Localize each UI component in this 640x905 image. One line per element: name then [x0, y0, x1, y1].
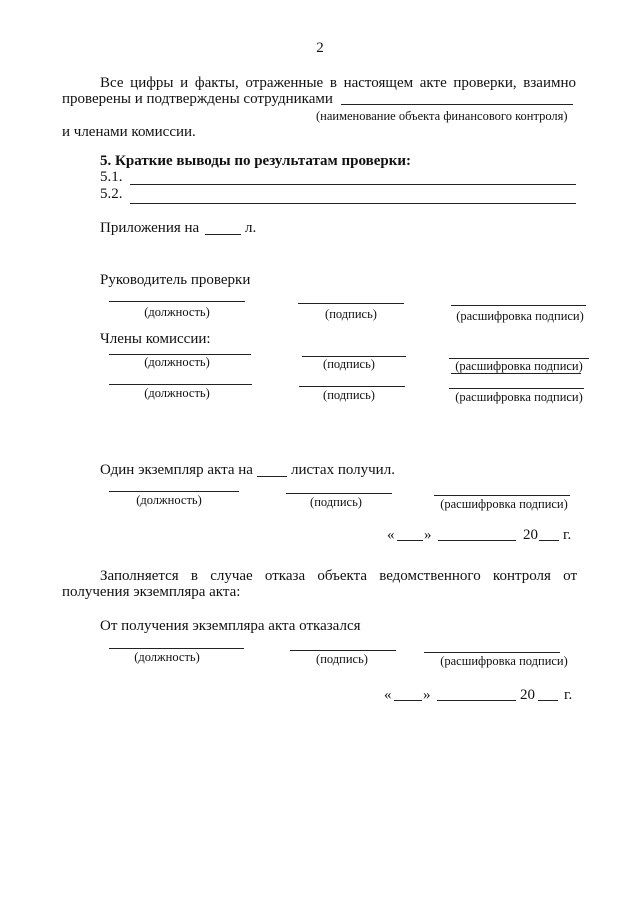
recipient-position-caption: (должность): [136, 493, 202, 507]
member1-position-caption: (должность): [144, 355, 210, 369]
item-5-2-label: 5.2.: [100, 186, 123, 202]
date1-month-field[interactable]: [438, 540, 516, 541]
attachments-count-field[interactable]: [205, 234, 241, 235]
refusal-decoding-caption: (расшифровка подписи): [440, 654, 568, 668]
object-name-caption: (наименование объекта финансового контроля): [316, 109, 568, 123]
date1-year-suffix: г.: [563, 527, 572, 543]
date1-year-prefix: 20: [523, 527, 538, 543]
recipient-position-field[interactable]: [109, 491, 239, 492]
head-decoding-field[interactable]: [451, 305, 586, 306]
head-position-caption: (должность): [144, 305, 210, 319]
member2-signature-field[interactable]: [299, 386, 405, 387]
recipient-decoding-caption: (расшифровка подписи): [440, 497, 568, 511]
head-of-check-title: Руководитель проверки: [100, 272, 251, 288]
member1-decoding-caption: (расшифровка подписи): [455, 359, 583, 373]
member2-decoding-field[interactable]: [449, 388, 584, 389]
date1-close-quote: »: [424, 527, 432, 543]
member2-position-caption: (должность): [144, 386, 210, 400]
refusal-position-caption: (должность): [134, 650, 200, 664]
received-text-after: листах получил.: [291, 462, 395, 478]
date2-year-field[interactable]: [538, 700, 558, 701]
date1-day-field[interactable]: [397, 540, 423, 541]
attachments-suffix: л.: [245, 220, 257, 236]
item-5-1-label: 5.1.: [100, 169, 123, 185]
head-position-field[interactable]: [109, 301, 245, 302]
received-text-before: Один экземпляр акта на: [100, 462, 253, 478]
intro-line-3: и членами комиссии.: [62, 124, 196, 140]
item-5-1-field[interactable]: [130, 184, 576, 185]
refusal-signature-field[interactable]: [290, 650, 396, 651]
attachments-label: Приложения на: [100, 220, 200, 236]
refusal-position-field[interactable]: [109, 648, 244, 649]
date2-year-suffix: г.: [564, 687, 573, 703]
recipient-signature-caption: (подпись): [310, 495, 362, 509]
refusal-decoding-field[interactable]: [424, 652, 560, 653]
date1-year-field[interactable]: [539, 540, 559, 541]
member2-signature-caption: (подпись): [323, 388, 375, 402]
page-number: 2: [316, 40, 324, 56]
intro-line-2: проверены и подтверждены сотрудниками: [62, 91, 333, 107]
member1-decoding-underline: [451, 373, 581, 374]
date2-year-prefix: 20: [520, 687, 535, 703]
date2-day-field[interactable]: [394, 700, 422, 701]
date2-close-quote: »: [423, 687, 431, 703]
refusal-title: От получения экземпляра акта отказался: [100, 618, 361, 634]
object-name-field[interactable]: [341, 104, 573, 105]
member2-decoding-caption: (расшифровка подписи): [455, 390, 583, 404]
commission-title: Члены комиссии:: [100, 331, 211, 347]
date1-open-quote: «: [387, 527, 395, 543]
head-decoding-caption: (расшифровка подписи): [456, 309, 584, 323]
refusal-line-2: получения экземпляра акта:: [62, 584, 241, 600]
refusal-line-1: Заполняется в случае отказа объекта ведомственного контроля от: [100, 568, 577, 584]
date2-month-field[interactable]: [437, 700, 516, 701]
received-sheets-field[interactable]: [257, 476, 287, 477]
date2-open-quote: «: [384, 687, 392, 703]
section-5-heading: 5. Краткие выводы по результатам проверки:: [100, 153, 412, 169]
item-5-2-field[interactable]: [130, 203, 576, 204]
head-signature-caption: (подпись): [325, 307, 377, 321]
intro-line-1: Все цифры и факты, отраженные в настоящем акте проверки, взаимно: [100, 75, 576, 91]
recipient-signature-field[interactable]: [286, 493, 392, 494]
member2-position-field[interactable]: [109, 384, 252, 385]
member1-signature-caption: (подпись): [323, 357, 375, 371]
head-signature-field[interactable]: [298, 303, 404, 304]
refusal-signature-caption: (подпись): [316, 652, 368, 666]
recipient-decoding-field[interactable]: [434, 495, 570, 496]
